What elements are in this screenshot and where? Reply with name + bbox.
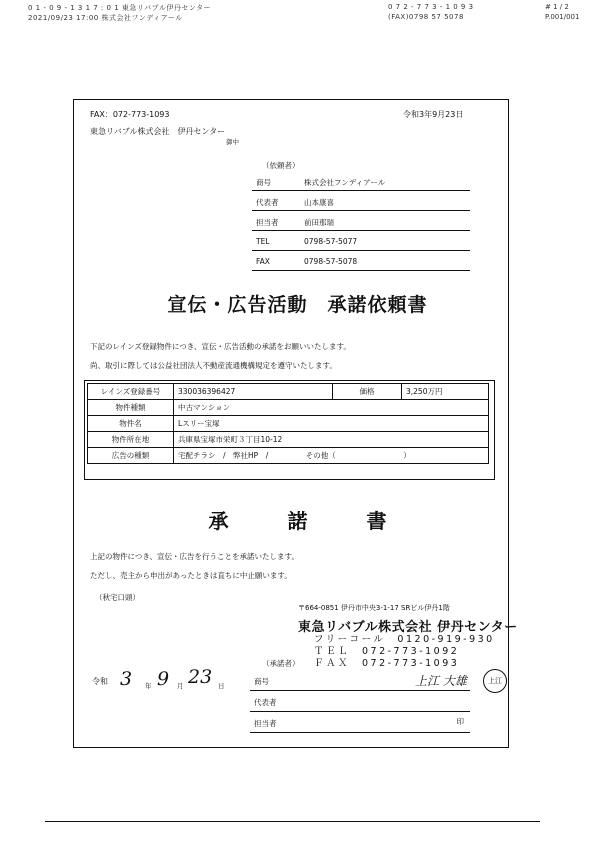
requester-value: 株式会社フンディアール	[304, 178, 386, 187]
consent-date-prefix: 令和	[92, 677, 108, 686]
consent-paragraph: 上記の物件につき、宣伝・広告を行うことを承諾いたします。	[90, 552, 299, 561]
fax-header-page2: P.001/001	[545, 13, 580, 21]
consent-year-unit: 年	[145, 682, 152, 690]
consent-month-handwritten: 9	[157, 668, 170, 690]
consent-heading-char: 書	[366, 509, 387, 533]
requester-key: 商号	[256, 178, 271, 187]
acceptor-key: 商号	[254, 677, 269, 686]
consent-day-handwritten: 23	[188, 666, 213, 688]
acceptor-address: 〒664-0851 伊丹市中央3-1-17 SRビル伊丹1階	[298, 604, 450, 612]
recipient-company: 東急リバブル株式会社 伊丹センター	[90, 127, 226, 136]
document-title: 宣伝・広告活動 承諾依頼書	[167, 294, 428, 316]
fax-to-number: FAX：072-773-1093	[90, 110, 170, 119]
property-location-label: 物件所在地	[88, 432, 174, 448]
acceptor-row	[250, 714, 470, 733]
requester-row	[252, 194, 470, 211]
acceptor-freecall: フリーコール 0120-919-930	[314, 634, 495, 645]
fax-header-line1-left: 0 1 - 0 9 - 1 3 1 7 : 0 1 東急リバブル伊丹センター	[28, 4, 212, 12]
fax-header-line1-right: 0 7 2 - 7 7 3 - 1 0 9 3	[388, 3, 474, 11]
ad-type-value: 宅配チラシ / 弊社HP / その他（ ）	[174, 448, 489, 464]
property-type-label: 物件種類	[88, 400, 174, 416]
consent-heading	[0, 505, 595, 534]
consent-month-unit: 月	[177, 682, 184, 690]
request-paragraph: 下記のレインズ登録物件につき、宣伝・広告活動の承諾をお願いいたします。	[90, 342, 351, 351]
acceptor-fax: ＦＡＸ 072-773-1093	[314, 658, 460, 669]
consent-year-handwritten: 3	[120, 668, 133, 690]
ad-type-label: 広告の種類	[88, 448, 174, 464]
property-location-value: 兵庫県宝塚市栄町３丁目10-12	[174, 432, 489, 448]
requester-key: 代表者	[256, 198, 279, 207]
property-type-value: 中古マンション	[174, 400, 489, 416]
requester-row	[252, 174, 470, 191]
fax-transmission-header	[0, 0, 595, 30]
page-bottom-rule	[45, 821, 540, 822]
requester-key: FAX	[256, 257, 270, 266]
consent-heading-char: 承	[208, 509, 229, 533]
acceptor-label: （承諾者）	[262, 659, 300, 668]
acceptor-tel: ＴＥＬ 072-773-1092	[314, 646, 460, 657]
table-row	[88, 416, 489, 432]
table-row	[88, 384, 489, 400]
price-label: 価格	[333, 384, 402, 400]
requester-row	[252, 214, 470, 231]
personal-seal-stamp: 上江	[483, 669, 507, 693]
consent-day-unit: 日	[218, 682, 225, 690]
fax-header-line2-left: 2021/09/23 17:00 株式会社フンディアール	[28, 14, 183, 22]
requester-value: 山本康喜	[304, 198, 334, 207]
property-name-value: Lスリー宝塚	[174, 416, 489, 432]
table-row	[88, 448, 489, 464]
acceptor-company: 東急リバブル株式会社 伊丹センター	[298, 620, 518, 635]
requester-row	[252, 234, 470, 251]
table-row	[88, 400, 489, 416]
requester-value: 0798-57-5078	[304, 257, 358, 266]
request-date: 令和3年9月23日	[403, 110, 464, 119]
acceptor-value: 印	[456, 717, 464, 726]
acceptor-row	[250, 693, 470, 712]
price-value: 3,250万円	[402, 384, 489, 400]
requester-value: 前田那瑞	[304, 218, 334, 227]
handwritten-signature: 上江 大雄	[415, 674, 467, 688]
requester-label: （依頼者）	[262, 161, 300, 170]
requester-key: 担当者	[256, 218, 279, 227]
acceptor-contacts	[314, 634, 495, 670]
verbal-note: （秋宅口頭）	[95, 593, 140, 602]
fax-header-page: # 1 / 2	[545, 3, 569, 11]
recipient-honorific: 御中	[226, 138, 239, 146]
requester-key: TEL	[256, 237, 270, 246]
acceptor-key: 代表者	[254, 698, 277, 707]
requester-value: 0798-57-5077	[304, 237, 358, 246]
fax-header-line2-right: (FAX)0798 57 5078	[388, 13, 464, 21]
table-row	[88, 432, 489, 448]
property-name-label: 物件名	[88, 416, 174, 432]
property-table	[87, 383, 489, 464]
consent-condition-paragraph: ただし、売主から申出があったときは直ちに中止願います。	[90, 571, 292, 580]
compliance-paragraph: 尚、取引に際しては公益社団法人不動産流通機構規定を遵守いたします。	[90, 361, 337, 370]
consent-heading-char: 諾	[287, 509, 308, 533]
acceptor-key: 担当者	[254, 719, 277, 728]
requester-row	[252, 254, 470, 271]
reins-number-value: 330036396427	[174, 384, 333, 400]
reins-number-label: レインズ登録番号	[88, 384, 174, 400]
